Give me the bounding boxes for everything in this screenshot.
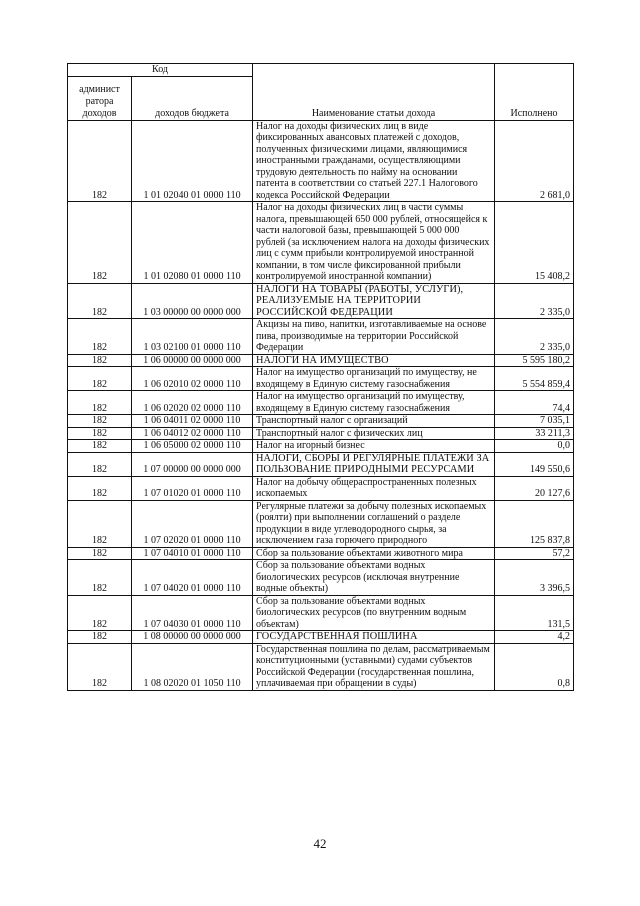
row-executed-value: 5 595 180,2 <box>495 354 574 367</box>
header-executed: Исполнено <box>495 64 574 121</box>
table-row <box>68 283 574 319</box>
table-row <box>68 476 574 500</box>
row-executed-value: 15 408,2 <box>495 202 574 284</box>
row-executed-value: 4,2 <box>495 631 574 644</box>
row-revenue-name: Сбор за пользование объектами животного мира <box>253 547 495 560</box>
row-executed-value: 2 335,0 <box>495 319 574 355</box>
table-row <box>68 319 574 355</box>
row-executed-value: 74,4 <box>495 391 574 415</box>
row-budget-code: 1 06 00000 00 0000 000 <box>132 354 253 367</box>
row-budget-code: 1 06 02020 02 0000 110 <box>132 391 253 415</box>
row-revenue-name: НАЛОГИ НА ИМУЩЕСТВО <box>253 354 495 367</box>
table-row <box>68 560 574 596</box>
row-admin-code: 182 <box>68 560 132 596</box>
row-executed-value: 2 335,0 <box>495 283 574 319</box>
table-row <box>68 452 574 476</box>
row-executed-value: 0,0 <box>495 440 574 453</box>
row-budget-code: 1 07 04010 01 0000 110 <box>132 547 253 560</box>
revenue-table <box>67 63 574 691</box>
table-row <box>68 440 574 453</box>
row-budget-code: 1 03 02100 01 0000 110 <box>132 319 253 355</box>
table-row <box>68 547 574 560</box>
row-executed-value: 20 127,6 <box>495 476 574 500</box>
row-admin-code: 182 <box>68 283 132 319</box>
row-revenue-name: Налог на добычу общераспространенных полезных ископаемых <box>253 476 495 500</box>
table-row <box>68 500 574 547</box>
row-budget-code: 1 07 04030 01 0000 110 <box>132 595 253 631</box>
row-admin-code: 182 <box>68 120 132 202</box>
row-admin-code: 182 <box>68 202 132 284</box>
row-revenue-name: Акцизы на пиво, напитки, изготавливаемые на основе пива, производимые на территории Российской Федерации <box>253 319 495 355</box>
row-executed-value: 0,8 <box>495 643 574 690</box>
header-code: Код <box>68 64 253 77</box>
row-admin-code: 182 <box>68 440 132 453</box>
row-admin-code: 182 <box>68 415 132 428</box>
row-budget-code: 1 08 00000 00 0000 000 <box>132 631 253 644</box>
row-executed-value: 7 035,1 <box>495 415 574 428</box>
row-executed-value: 57,2 <box>495 547 574 560</box>
header-row-top <box>68 64 574 77</box>
row-admin-code: 182 <box>68 367 132 391</box>
table-row <box>68 595 574 631</box>
row-budget-code: 1 06 05000 02 0000 110 <box>132 440 253 453</box>
row-revenue-name: Сбор за пользование объектами водных биологических ресурсов (исключая внутренние водные объекты) <box>253 560 495 596</box>
table-row <box>68 120 574 202</box>
row-executed-value: 125 837,8 <box>495 500 574 547</box>
header-name: Наименование статьи дохода <box>253 64 495 121</box>
row-executed-value: 5 554 859,4 <box>495 367 574 391</box>
row-budget-code: 1 08 02020 01 1050 110 <box>132 643 253 690</box>
row-budget-code: 1 01 02040 01 0000 110 <box>132 120 253 202</box>
row-revenue-name: Регулярные платежи за добычу полезных ископаемых (роялти) при выполнении соглашений о разделе продукции в виде углеводородного сырья, за исключением газа горючего природного <box>253 500 495 547</box>
row-executed-value: 3 396,5 <box>495 560 574 596</box>
row-budget-code: 1 07 01020 01 0000 110 <box>132 476 253 500</box>
row-budget-code: 1 07 04020 01 0000 110 <box>132 560 253 596</box>
table-row <box>68 202 574 284</box>
row-executed-value: 33 211,3 <box>495 427 574 440</box>
row-admin-code: 182 <box>68 643 132 690</box>
row-budget-code: 1 06 04012 02 0000 110 <box>132 427 253 440</box>
row-revenue-name: Налог на имущество организаций по имуществу, не входящему в Единую систему газоснабжения <box>253 367 495 391</box>
revenue-table-body <box>68 64 574 691</box>
row-executed-value: 2 681,0 <box>495 120 574 202</box>
row-admin-code: 182 <box>68 354 132 367</box>
row-admin-code: 182 <box>68 595 132 631</box>
row-revenue-name: Налог на игорный бизнес <box>253 440 495 453</box>
row-admin-code: 182 <box>68 476 132 500</box>
row-budget-code: 1 01 02080 01 0000 110 <box>132 202 253 284</box>
row-revenue-name: ГОСУДАРСТВЕННАЯ ПОШЛИНА <box>253 631 495 644</box>
row-budget-code: 1 06 04011 02 0000 110 <box>132 415 253 428</box>
table-row <box>68 631 574 644</box>
row-budget-code: 1 07 00000 00 0000 000 <box>132 452 253 476</box>
table-row <box>68 354 574 367</box>
table-row <box>68 643 574 690</box>
row-executed-value: 149 550,6 <box>495 452 574 476</box>
row-admin-code: 182 <box>68 547 132 560</box>
row-budget-code: 1 07 02020 01 0000 110 <box>132 500 253 547</box>
header-budget-code: доходов бюджета <box>132 76 253 120</box>
row-revenue-name: Сбор за пользование объектами водных биологических ресурсов (по внутренним водным объектам) <box>253 595 495 631</box>
row-revenue-name: Государственная пошлина по делам, рассматриваемым конституционными (уставными) судами субъектов Российской Федерации (государственная пошлина, уплачиваемая при обращении в суды) <box>253 643 495 690</box>
row-budget-code: 1 03 00000 00 0000 000 <box>132 283 253 319</box>
row-admin-code: 182 <box>68 319 132 355</box>
row-revenue-name: Налог на доходы физических лиц в части суммы налога, превышающей 650 000 рублей, относящейся к части налоговой базы, превышающей 5 000 000 рублей (за исключением налога на доходы физических лиц с сумм прибыли контролируемой иностранной компании, в том числе фиксированной прибыли контролируемой иностранной компании) <box>253 202 495 284</box>
header-admin: админист ратора доходов <box>68 76 132 120</box>
page-number: 42 <box>313 836 327 851</box>
row-budget-code: 1 06 02010 02 0000 110 <box>132 367 253 391</box>
row-admin-code: 182 <box>68 427 132 440</box>
table-row <box>68 427 574 440</box>
row-revenue-name: Налог на доходы физических лиц в виде фиксированных авансовых платежей с доходов, полученных физическими лицами, являющимися иностранными гражданами, осуществляющими трудовую деятельность по найму на основании патента в соответствии со статьей 227.1 Налогового кодекса Российской Федерации <box>253 120 495 202</box>
row-executed-value: 131,5 <box>495 595 574 631</box>
row-revenue-name: Транспортный налог с физических лиц <box>253 427 495 440</box>
table-row <box>68 367 574 391</box>
row-revenue-name: Налог на имущество организаций по имуществу, входящему в Единую систему газоснабжения <box>253 391 495 415</box>
table-row <box>68 391 574 415</box>
row-revenue-name: НАЛОГИ, СБОРЫ И РЕГУЛЯРНЫЕ ПЛАТЕЖИ ЗА ПОЛЬЗОВАНИЕ ПРИРОДНЫМИ РЕСУРСАМИ <box>253 452 495 476</box>
row-admin-code: 182 <box>68 631 132 644</box>
row-admin-code: 182 <box>68 391 132 415</box>
table-row <box>68 415 574 428</box>
row-revenue-name: Транспортный налог с организаций <box>253 415 495 428</box>
row-admin-code: 182 <box>68 452 132 476</box>
row-admin-code: 182 <box>68 500 132 547</box>
row-revenue-name: НАЛОГИ НА ТОВАРЫ (РАБОТЫ, УСЛУГИ), РЕАЛИЗУЕМЫЕ НА ТЕРРИТОРИИ РОССИЙСКОЙ ФЕДЕРАЦИИ <box>253 283 495 319</box>
